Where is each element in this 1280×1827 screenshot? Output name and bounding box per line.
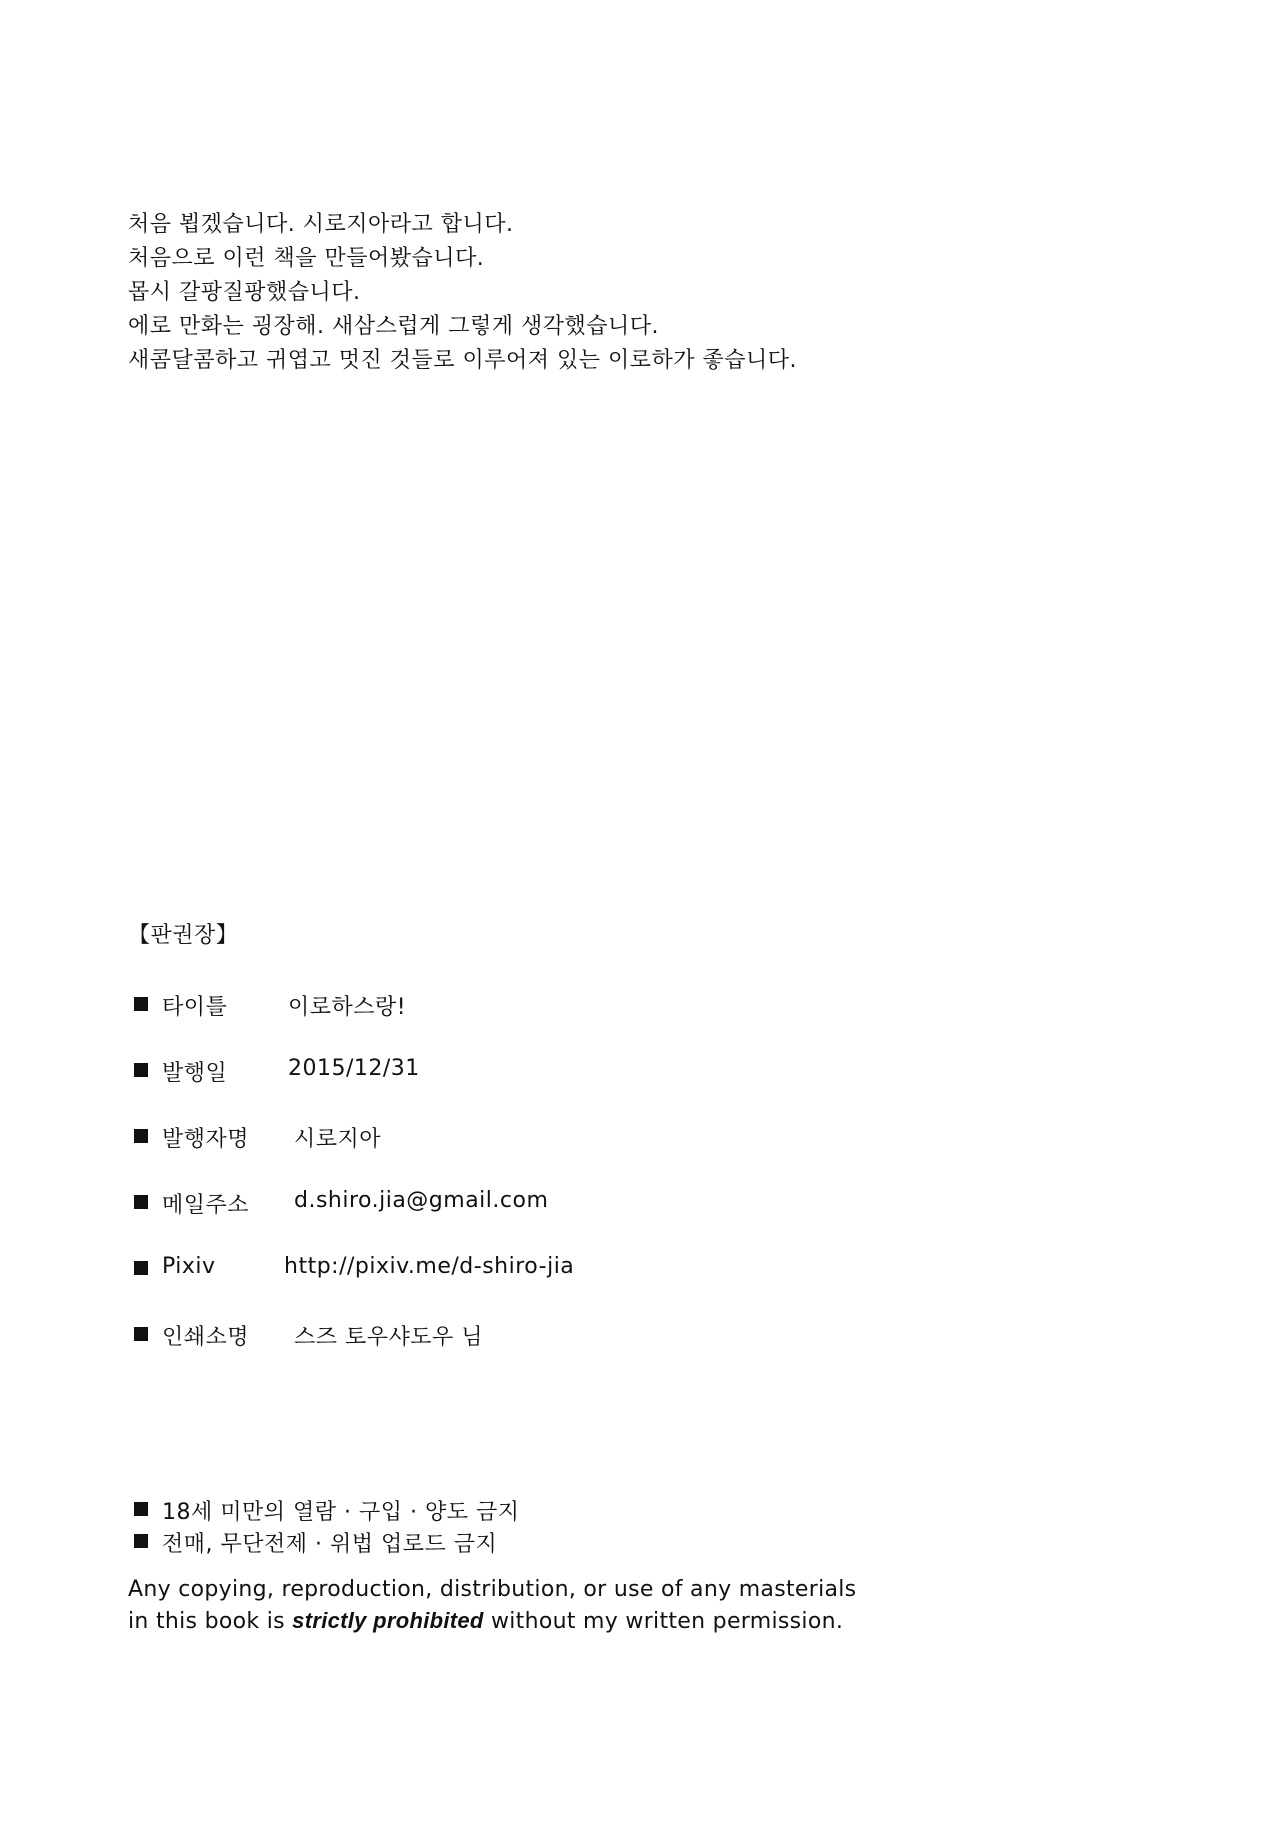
afterword-line: 몹시 갈팡질팡했습니다. [128, 280, 361, 305]
colophon-value: 이로하스랑! [288, 995, 407, 1020]
colophon-value: d.shiro.jia@gmail.com [294, 1188, 549, 1213]
afterword-line: 새콤달콤하고 귀엽고 멋진 것들로 이루어져 있는 이로하가 좋습니다. [128, 348, 798, 373]
copyright-line [128, 1605, 856, 1637]
afterword-line: 처음으로 이런 책을 만들어봤습니다. [128, 246, 485, 271]
copyright-text: in this book is [128, 1609, 293, 1634]
copyright-emphasis: strictly prohibited [292, 1608, 484, 1633]
colophon-title: 【판권장】 [128, 923, 239, 948]
colophon-label: 인쇄소명 [162, 1325, 250, 1350]
afterword-line: 에로 만화는 굉장해. 새삼스럽게 그렇게 생각했습니다. [128, 314, 659, 339]
square-bullet-icon [134, 1502, 148, 1516]
colophon-value: 시로지아 [294, 1127, 382, 1152]
copyright-line: Any copying, reproduction, distribution, or use of any masterials [128, 1577, 857, 1602]
square-bullet-icon [134, 1261, 148, 1275]
colophon-value: http://pixiv.me/d-shiro-jia [284, 1254, 575, 1279]
colophon-label: Pixiv [162, 1254, 216, 1279]
colophon-label: 메일주소 [162, 1193, 250, 1218]
square-bullet-icon [134, 1129, 148, 1143]
copyright-notice [128, 1574, 856, 1637]
colophon-label: 타이틀 [162, 995, 228, 1020]
square-bullet-icon [134, 1534, 148, 1548]
colophon-value: 스즈 토우샤도우 님 [294, 1325, 484, 1350]
notice-text: 전매, 무단전제 · 위법 업로드 금지 [162, 1532, 498, 1557]
notice-text: 18세 미만의 열람 · 구입 · 양도 금지 [162, 1500, 520, 1525]
square-bullet-icon [134, 997, 148, 1011]
colophon-label: 발행자명 [162, 1127, 250, 1152]
colophon-label: 발행일 [162, 1061, 228, 1086]
copyright-text: without my written permission. [483, 1609, 844, 1634]
colophon-value: 2015/12/31 [288, 1056, 420, 1081]
afterword-text [128, 208, 797, 378]
square-bullet-icon [134, 1063, 148, 1077]
square-bullet-icon [134, 1195, 148, 1209]
square-bullet-icon [134, 1327, 148, 1341]
afterword-line: 처음 뵙겠습니다. 시로지아라고 합니다. [128, 212, 514, 237]
